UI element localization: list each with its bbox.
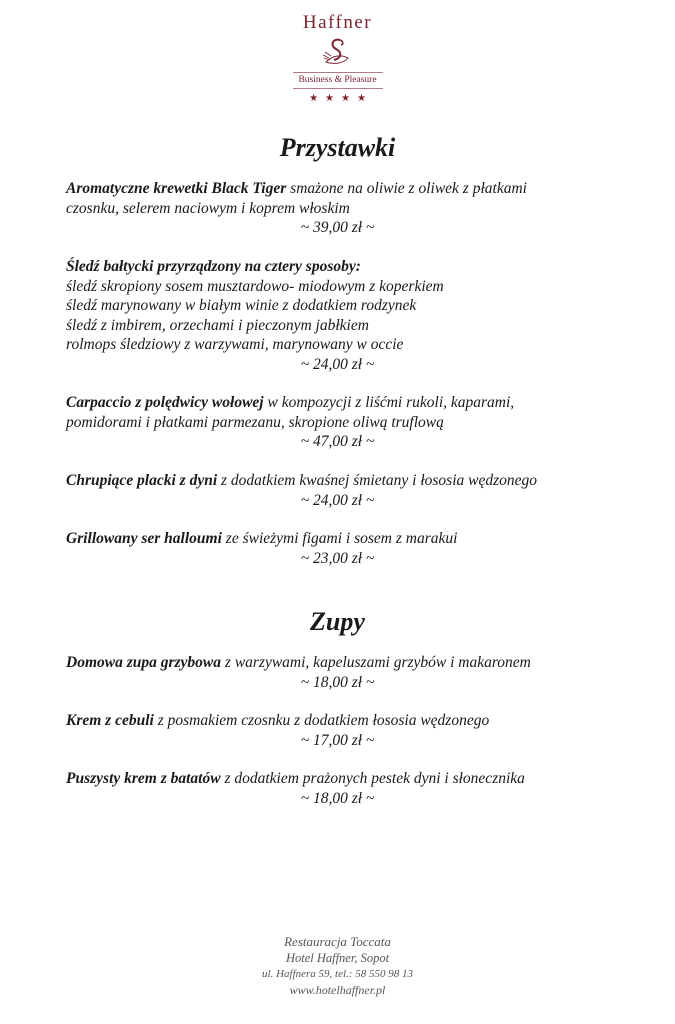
dish-description-line: śledź marynowany w białym winie z dodatkiem rodzynek	[66, 297, 417, 314]
dish-name: Chrupiące placki z dyni	[66, 472, 218, 489]
dish-description: ze świeżymi figami i sosem z marakui	[221, 530, 458, 547]
dish-description: z dodatkiem kwaśnej śmietany i łososia wędzonego	[217, 472, 538, 489]
logo-divider	[293, 72, 383, 73]
menu-item	[66, 653, 626, 692]
dish-price: ~ 17,00 zł ~	[300, 731, 375, 749]
dish-description-line: pomidorami i płatkami parmezanu, skropione oliwą truflową	[66, 413, 444, 431]
dish-price: ~ 18,00 zł ~	[300, 673, 375, 691]
dish-name: Puszysty krem z batatów	[66, 770, 221, 787]
dish-price: ~ 24,00 zł ~	[300, 491, 375, 509]
dish-description-line: śledź z imbirem, orzechami i pieczonym jabłkiem	[66, 316, 369, 334]
logo-stars: ★★★★	[309, 93, 373, 104]
dish-name: Grillowany ser halloumi	[66, 530, 222, 547]
menu-item	[66, 257, 626, 374]
hotel-logo	[0, 12, 675, 104]
section-title: Zupy	[310, 607, 365, 636]
dish-description: smażone na oliwie z oliwek z płatkami	[286, 180, 527, 197]
logo-tagline: Business & Pleasure	[298, 75, 377, 85]
footer-website: www.hotelhaffner.pl	[289, 983, 386, 997]
footer-restaurant: Restauracja Toccata	[284, 934, 391, 949]
dish-name: Krem z cebuli	[66, 712, 154, 729]
logo-name: Haffner	[302, 12, 373, 33]
footer	[0, 934, 675, 998]
dish-description-line: czosnku, selerem naciowym i koprem włoskim	[66, 199, 350, 217]
dish-price: ~ 39,00 zł ~	[300, 219, 375, 236]
dish-description: z dodatkiem prażonych pestek dyni i słonecznika	[220, 770, 525, 787]
dish-description-line: śledź skropiony sosem musztardowo- miodowym z koperkiem	[66, 277, 444, 295]
section-title: Przystawki	[279, 133, 396, 162]
menu-item	[66, 529, 626, 568]
dish-price: ~ 18,00 zł ~	[300, 789, 375, 807]
dish-price: ~ 24,00 zł ~	[300, 355, 375, 373]
dish-description: z posmakiem czosnku z dodatkiem łososia wędzonego	[153, 712, 490, 729]
dish-name: Aromatyczne krewetki Black Tiger	[66, 180, 287, 197]
dish-name: Carpaccio z polędwicy wołowej	[66, 394, 264, 411]
dish-price: ~ 47,00 zł ~	[300, 433, 375, 450]
swan-logo-icon	[318, 36, 358, 70]
menu-item	[66, 769, 626, 808]
menu-item	[66, 393, 626, 452]
footer-hotel: Hotel Haffner, Sopot	[285, 951, 390, 965]
dish-name: Domowa zupa grzybowa	[66, 654, 222, 671]
dish-description: w kompozycji z liśćmi rukoli, kaparami,	[263, 394, 515, 411]
menu-item	[66, 711, 626, 750]
logo-divider	[293, 88, 383, 89]
dish-description: z warzywami, kapeluszami grzybów i makaronem	[221, 654, 531, 671]
dish-price: ~ 23,00 zł ~	[300, 549, 375, 567]
menu-item	[66, 179, 626, 238]
menu-item	[66, 471, 626, 510]
dish-name: Śledź bałtycki przyrządzony na cztery sposoby:	[66, 258, 361, 275]
dish-description-line: rolmops śledziowy z warzywami, marynowany w occie	[66, 336, 404, 353]
footer-address: ul. Haffnera 59, tel.: 58 550 98 13	[262, 968, 413, 980]
